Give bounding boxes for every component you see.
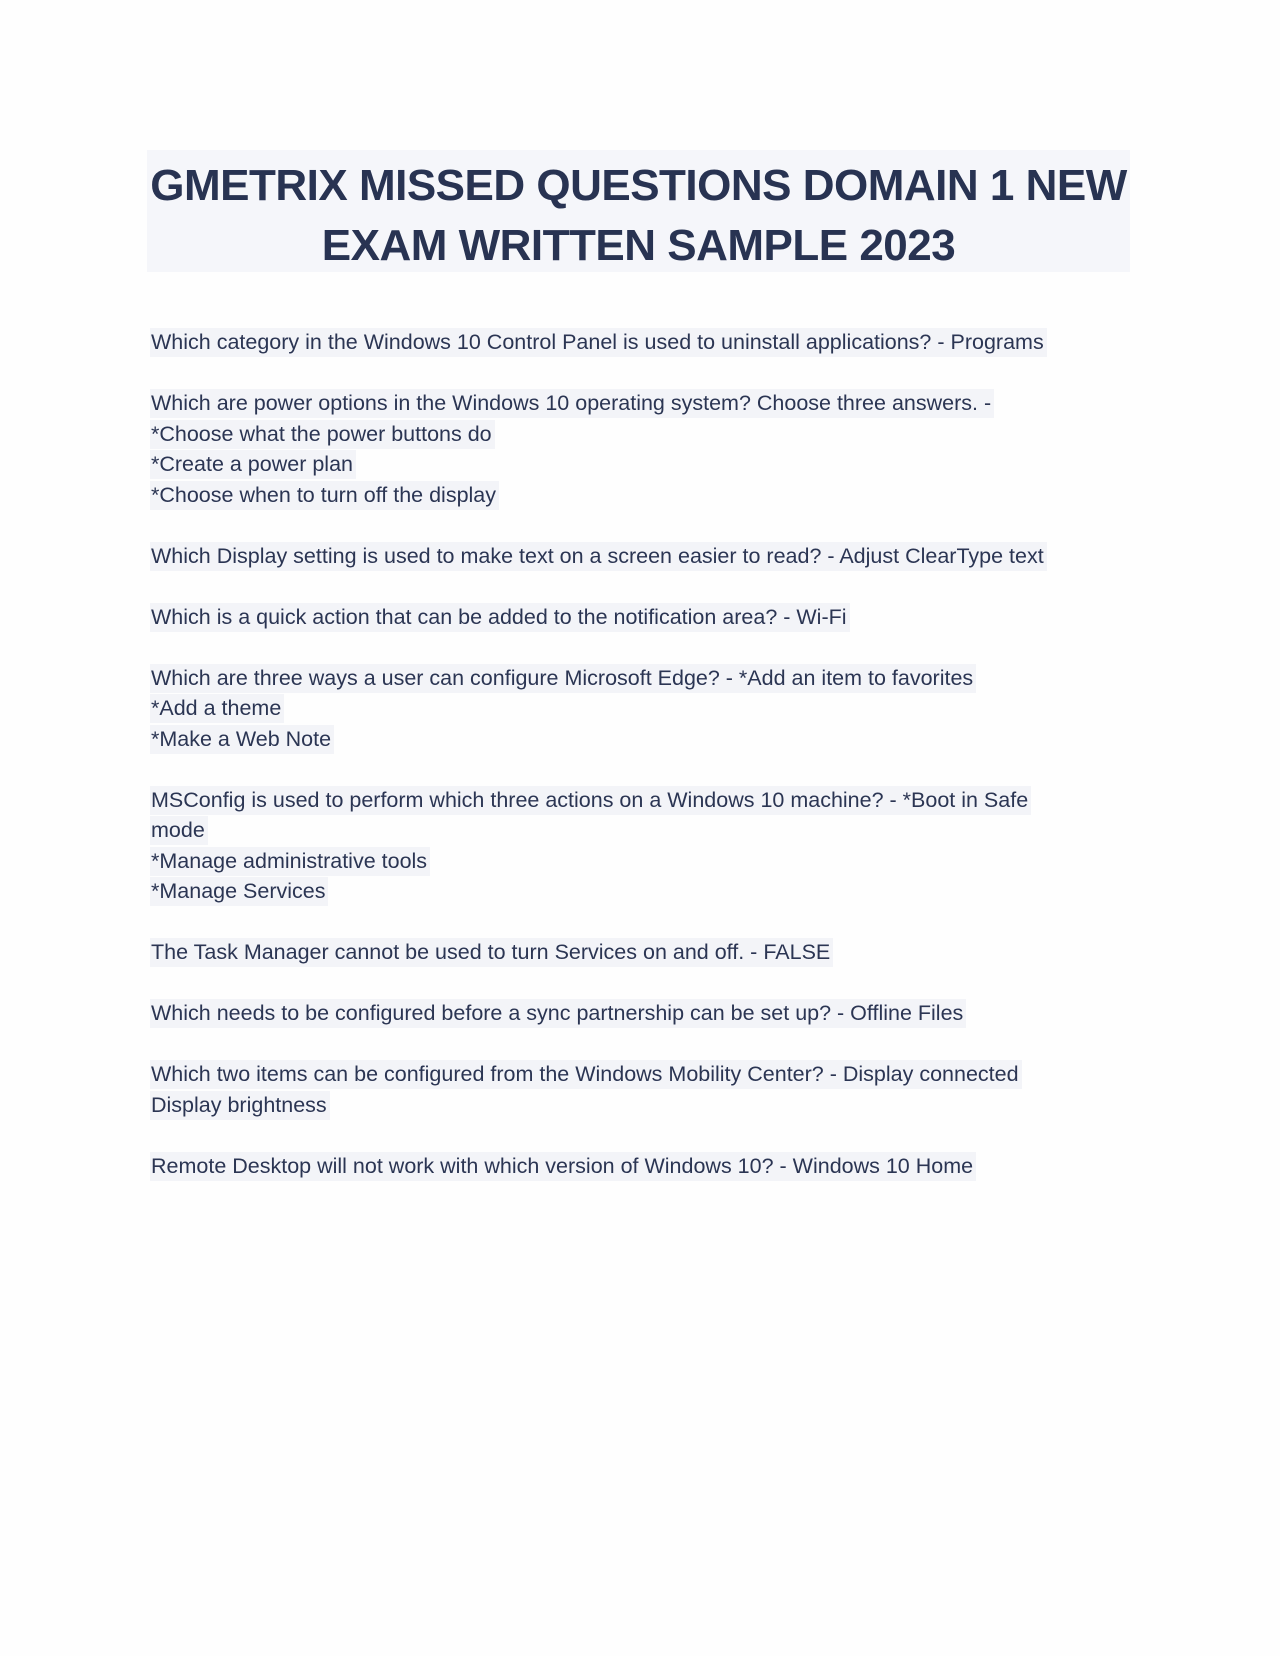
- qa-line: *Choose what the power buttons do: [150, 420, 495, 449]
- qa-line: *Choose when to turn off the display: [150, 481, 499, 510]
- title-line-2: EXAM WRITTEN SAMPLE 2023: [321, 221, 956, 270]
- qa-line: *Make a Web Note: [150, 725, 334, 754]
- qa-line: The Task Manager cannot be used to turn Services on and off. - FALSE: [150, 938, 833, 967]
- qa-item: [150, 1151, 1130, 1182]
- qa-line: Remote Desktop will not work with which version of Windows 10? - Windows 10 Home: [150, 1152, 976, 1181]
- qa-line: Which category in the Windows 10 Control Panel is used to uninstall applications? - Programs: [150, 328, 1047, 357]
- qa-line: *Manage Services: [150, 877, 328, 906]
- qa-item: [150, 602, 1130, 633]
- qa-line: *Manage administrative tools: [150, 847, 430, 876]
- qa-line: Which needs to be configured before a sync partnership can be set up? - Offline Files: [150, 999, 966, 1028]
- question-list: [150, 327, 1130, 1212]
- qa-line: Which two items can be configured from the Windows Mobility Center? - Display connected: [150, 1060, 1022, 1089]
- qa-line: *Add a theme: [150, 694, 284, 723]
- qa-item: [150, 327, 1130, 358]
- document-title: [147, 150, 1130, 272]
- qa-item: [150, 998, 1130, 1029]
- qa-line: MSConfig is used to perform which three actions on a Windows 10 machine? - *Boot in Safe: [150, 786, 1031, 815]
- qa-line: *Create a power plan: [150, 450, 356, 479]
- qa-line: Display brightness: [150, 1091, 330, 1120]
- qa-item: [150, 785, 1130, 907]
- qa-line: Which are power options in the Windows 10 operating system? Choose three answers. -: [150, 389, 994, 418]
- qa-item: [150, 937, 1130, 968]
- qa-line: mode: [150, 816, 208, 845]
- qa-item: [150, 388, 1130, 510]
- qa-item: [150, 1059, 1130, 1120]
- qa-line: Which are three ways a user can configure Microsoft Edge? - *Add an item to favorites: [150, 664, 976, 693]
- qa-item: [150, 663, 1130, 755]
- title-line-1: GMETRIX MISSED QUESTIONS DOMAIN 1 NEW: [150, 161, 1127, 210]
- qa-item: [150, 541, 1130, 572]
- qa-line: Which is a quick action that can be added to the notification area? - Wi-Fi: [150, 603, 850, 632]
- qa-line: Which Display setting is used to make text on a screen easier to read? - Adjust ClearType text: [150, 542, 1047, 571]
